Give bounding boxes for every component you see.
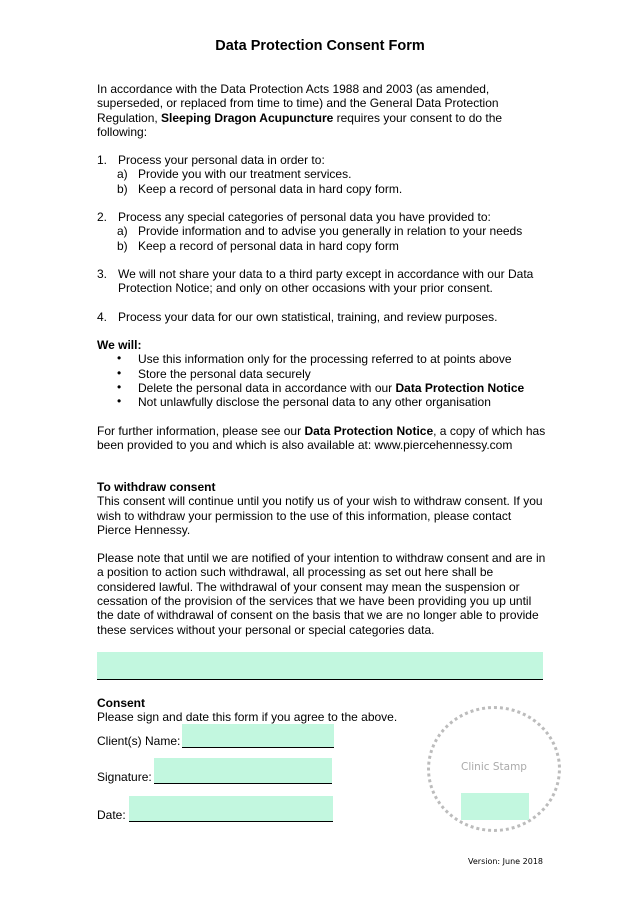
item-number: 3. xyxy=(97,267,108,281)
date-input[interactable] xyxy=(129,796,333,822)
bullet-item xyxy=(97,381,547,395)
item-text: We will not share your data to a third party except in accordance with our Data Protection Notice; and only on other occasions with your prior consent. xyxy=(118,267,534,296)
bullet-icon: • xyxy=(117,365,122,380)
item-number: 4. xyxy=(97,310,108,324)
withdraw-paragraph-2: Please note that until we are notified of your intention to withdraw consent and are in a position to action such withdrawal, all processing as set out here shall be considered lawful. The withdrawal of your consent may mean the suspension or cessation of the provision of the services that we have been providing you up until the date of withdrawal of consent on the basis that we are no longer able to provide these services without your personal or special categories data. xyxy=(97,551,546,637)
signature-row xyxy=(97,760,337,784)
sub-label: a) xyxy=(117,167,128,182)
signature-line-field[interactable] xyxy=(97,652,543,680)
list-item-2 xyxy=(97,210,547,253)
sub-text: Provide information and to advise you generally in relation to your needs xyxy=(138,224,523,239)
bullet-text-part: Delete the personal data in accordance with our xyxy=(138,380,396,395)
sub-label: b) xyxy=(117,238,128,253)
bullet-text: Store the personal data securely xyxy=(138,366,311,381)
withdraw-section xyxy=(97,480,547,637)
bullet-icon: • xyxy=(117,379,122,394)
sub-text: Provide you with our treatment services. xyxy=(138,167,352,182)
withdraw-heading: To withdraw consent xyxy=(97,480,216,494)
bullet-icon: • xyxy=(117,394,122,409)
client-name-label: Client(s) Name: xyxy=(97,734,181,748)
intro-text-end: requires your consent to do the following: xyxy=(97,110,503,139)
item-text: Process your data for our own statistical, training, and review purposes. xyxy=(118,310,498,324)
sub-item xyxy=(117,239,547,253)
bullet-text: Use this information only for the processing referred to at points above xyxy=(138,352,512,367)
sub-text: Keep a record of personal data in hard copy form xyxy=(138,238,399,253)
further-text: For further information, please see our xyxy=(97,424,305,438)
signature-input[interactable] xyxy=(154,758,332,784)
item-number: 1. xyxy=(97,153,108,167)
sub-label: a) xyxy=(117,224,128,239)
item-number: 2. xyxy=(97,210,108,224)
sub-label: b) xyxy=(117,181,128,196)
sub-item xyxy=(117,182,547,196)
clinic-stamp-box[interactable] xyxy=(461,793,529,820)
bullet-item xyxy=(97,367,547,381)
consent-heading: Consent xyxy=(97,696,145,710)
further-text-end: , a copy of which has been provided to you and which is also available at: www.piercehennessy.com xyxy=(97,424,546,453)
consent-instruction: Please sign and date this form if you agree to the above. xyxy=(97,710,398,725)
bullet-item xyxy=(97,352,547,366)
sub-item xyxy=(117,224,547,238)
bullet-icon: • xyxy=(117,351,122,366)
bullet-text xyxy=(138,381,547,395)
sub-item xyxy=(117,167,547,181)
date-row xyxy=(97,798,337,822)
client-name-row xyxy=(97,724,337,748)
item-text: Process your personal data in order to: xyxy=(118,153,325,167)
withdraw-paragraph-1: This consent will continue until you notify us of your wish to withdraw consent. If you wish to withdraw your permission to the use of this information, please contact Pierce Hennessy. xyxy=(97,494,543,537)
further-info-paragraph xyxy=(97,424,547,453)
intro-paragraph xyxy=(97,82,547,139)
list-item-1 xyxy=(97,153,547,196)
page-title: Data Protection Consent Form xyxy=(215,38,425,54)
clinic-stamp-label: Clinic Stamp xyxy=(461,761,527,773)
notice-ref: Data Protection Notice xyxy=(395,380,525,395)
business-name: Sleeping Dragon Acupuncture xyxy=(161,110,334,125)
bullet-text: Not unlawfully disclose the personal data to any other organisation xyxy=(138,395,491,410)
item-text: Process any special categories of personal data you have provided to: xyxy=(118,210,491,224)
date-label: Date: xyxy=(97,808,126,822)
intro-text: In accordance with the Data Protection Acts 1988 and 2003 (as amended, superseded, or replaced from time to time) and the General Data Protection Regulation, xyxy=(97,82,499,125)
we-will-heading: We will: xyxy=(97,338,142,352)
notice-ref: Data Protection Notice xyxy=(304,424,434,438)
we-will-section xyxy=(97,338,547,409)
list-item-3 xyxy=(97,267,547,296)
list-item-4 xyxy=(97,310,547,324)
bullet-item xyxy=(97,395,547,409)
clinic-stamp-area xyxy=(427,706,561,832)
signature-label: Signature: xyxy=(97,770,152,784)
version-label: Version: June 2018 xyxy=(468,857,543,866)
sub-text: Keep a record of personal data in hard copy form. xyxy=(138,181,403,196)
client-name-input[interactable] xyxy=(182,724,334,748)
